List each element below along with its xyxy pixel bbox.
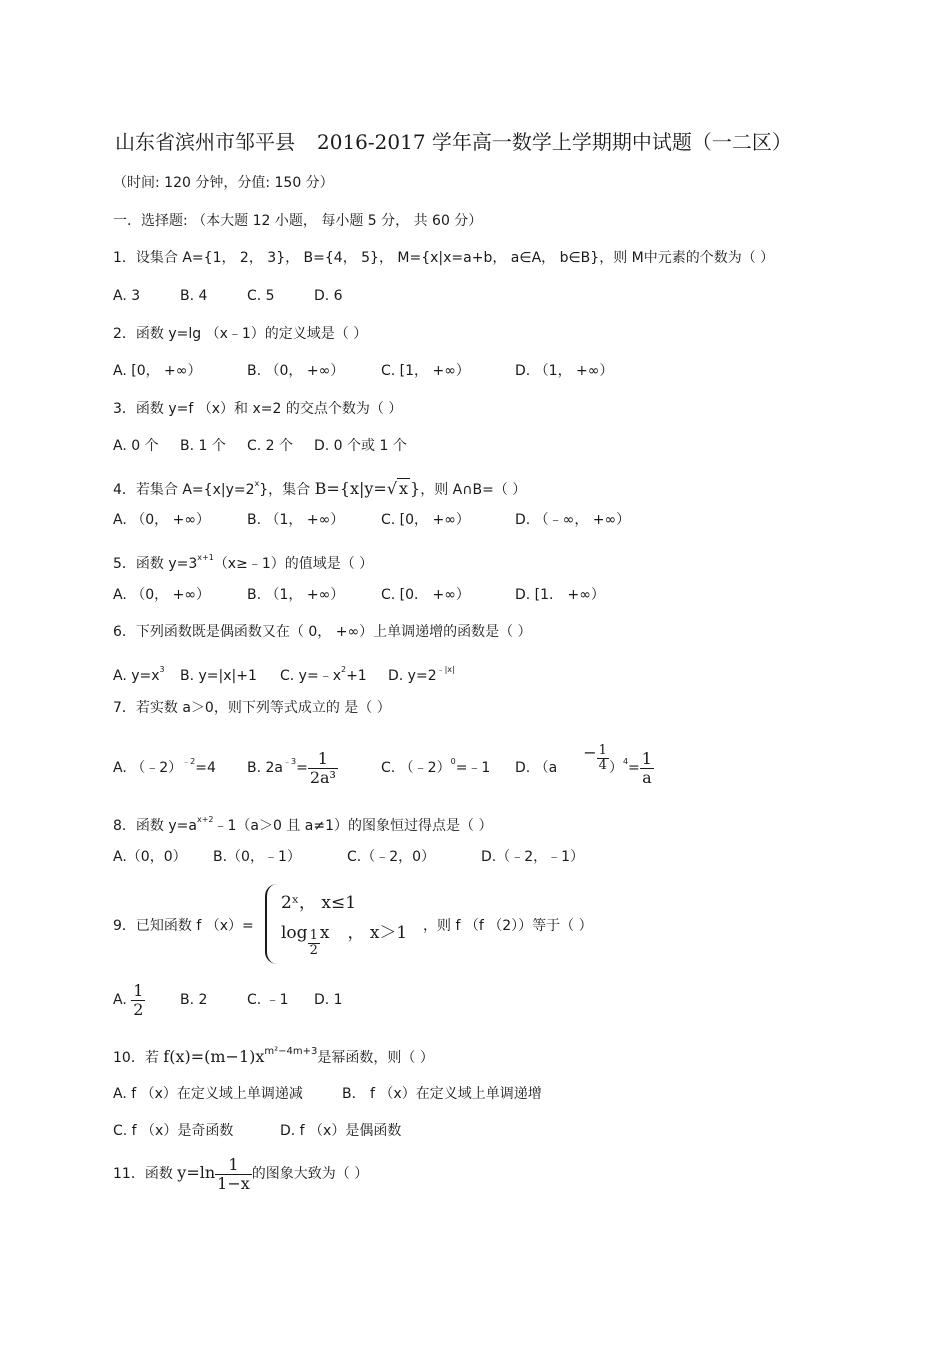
exponent: 2 bbox=[340, 665, 347, 674]
question-10-options-row-1 bbox=[113, 1084, 542, 1104]
question-4-stem-mid: }，集合 bbox=[259, 482, 311, 498]
option-a-tail: =4 bbox=[195, 760, 216, 776]
question-10-options-row-2 bbox=[113, 1121, 401, 1141]
option-d-text: D. y=2 bbox=[388, 668, 437, 684]
equals-sign: = bbox=[296, 760, 308, 776]
option-c: C. 2 个 bbox=[247, 438, 294, 454]
option-b: B. 2 bbox=[180, 992, 208, 1008]
question-8-stem-end: ﹣1（a＞0 且 a≠1）的图象恒过得点是（ ） bbox=[213, 818, 493, 834]
set-b-formula: B={x|y=√ x } bbox=[314, 479, 421, 498]
question-8-options bbox=[113, 847, 584, 867]
exponent: x+1 bbox=[197, 553, 214, 562]
question-9-stem: 9．已知函数 f （x）= bbox=[113, 918, 254, 934]
option-c: C. [1， +∞） bbox=[381, 363, 470, 379]
denominator: 4 bbox=[598, 757, 607, 773]
exponent: ﹣2 bbox=[182, 757, 196, 766]
option-b-text: B. 2a bbox=[247, 760, 283, 776]
question-6: 6．下列函数既是偶函数又在（ 0， +∞）上单调递增的函数是（ ） bbox=[113, 624, 532, 640]
page-title bbox=[115, 126, 915, 155]
question-9-options bbox=[113, 980, 343, 1020]
denominator: 2 bbox=[133, 999, 144, 1019]
question-4-options bbox=[113, 510, 630, 530]
option-a bbox=[113, 734, 247, 796]
numerator: 1 bbox=[598, 742, 607, 758]
option-c: C. [0． +∞） bbox=[381, 587, 470, 603]
option-c: C. [0， +∞） bbox=[381, 512, 470, 528]
exam-meta: （时间: 120 分钟，分值: 150 分） bbox=[113, 175, 334, 191]
option-c: C. 5 bbox=[247, 288, 275, 304]
denominator: 2 bbox=[309, 943, 318, 958]
case-2 bbox=[281, 918, 408, 958]
numerator: 1 bbox=[309, 928, 318, 943]
question-9-stem-end: ，则 f （f （2））等于（ ） bbox=[423, 918, 593, 934]
option-d: D. （1， +∞） bbox=[515, 363, 614, 379]
question-1-options bbox=[113, 286, 343, 306]
numerator: 1 bbox=[308, 750, 338, 769]
question-5 bbox=[113, 548, 373, 574]
question-2: 2．函数 y=lg （x﹣1）的定义域是（ ） bbox=[113, 326, 368, 342]
question-10-stem-end: 是幂函数，则（ ） bbox=[317, 1050, 434, 1066]
option-d-text: D. （a bbox=[515, 760, 558, 776]
exponent: x+2 bbox=[196, 815, 214, 824]
option-a bbox=[113, 980, 180, 1020]
option-a: A. （0， +∞） bbox=[113, 587, 210, 603]
numerator: 1 bbox=[215, 1156, 252, 1175]
denominator: 2a³ bbox=[309, 767, 336, 787]
question-4 bbox=[113, 474, 526, 500]
set-b-suffix: } bbox=[410, 479, 421, 498]
question-10-stem: 10．若 bbox=[113, 1050, 159, 1066]
exponent: m²−4m+3 bbox=[264, 1046, 318, 1057]
question-4-stem-end: ，则 A∩B=（ ） bbox=[420, 482, 527, 498]
option-a-text: A. （﹣2） bbox=[113, 760, 183, 776]
exponent-fraction bbox=[597, 744, 609, 773]
fraction bbox=[131, 982, 145, 1019]
log-base bbox=[308, 929, 320, 958]
question-11 bbox=[113, 1152, 368, 1194]
option-d bbox=[388, 660, 455, 686]
exponent: x bbox=[254, 479, 260, 488]
option-d: D. 6 bbox=[314, 288, 343, 304]
log-function: y=ln bbox=[177, 1163, 216, 1182]
denominator: 1−x bbox=[217, 1173, 250, 1193]
log-arg: x bbox=[319, 923, 330, 943]
option-d: D. （﹣∞， +∞） bbox=[515, 512, 631, 528]
option-c bbox=[280, 660, 388, 686]
option-c: C. ﹣1 bbox=[247, 992, 289, 1008]
option-d bbox=[515, 734, 654, 796]
option-c-text: C. y=﹣x bbox=[280, 668, 341, 684]
question-6-options bbox=[113, 660, 455, 686]
option-c: C.（﹣2，0） bbox=[347, 849, 436, 865]
exponent: 4 bbox=[622, 757, 629, 766]
option-c: C. f （x）是奇函数 bbox=[113, 1123, 234, 1139]
title-region: 山东省滨州市邹平县 bbox=[115, 130, 295, 154]
option-c-tail: =﹣1 bbox=[455, 760, 491, 776]
question-10 bbox=[113, 1042, 434, 1068]
question-7-options bbox=[113, 734, 654, 790]
numerator: 1 bbox=[133, 980, 144, 1000]
exponent: 0 bbox=[450, 757, 456, 766]
case-1: 2ˣ， x≤1 bbox=[281, 893, 357, 913]
option-d: D. [1． +∞） bbox=[515, 587, 605, 603]
question-11-stem: 11．函数 bbox=[113, 1166, 173, 1182]
log-label: log bbox=[281, 923, 308, 943]
option-b: B. 4 bbox=[180, 288, 208, 304]
question-8-stem: 8．函数 y=a bbox=[113, 818, 197, 834]
option-b: B. 1 个 bbox=[180, 438, 226, 454]
radicand: x bbox=[399, 479, 409, 498]
option-b: B. y=|x|+1 bbox=[180, 668, 257, 684]
option-c bbox=[381, 734, 515, 796]
question-5-options bbox=[113, 585, 605, 605]
option-a-label: A. bbox=[113, 992, 127, 1008]
option-a bbox=[113, 660, 180, 686]
option-a: A. [0， +∞） bbox=[113, 363, 202, 379]
fraction bbox=[640, 750, 654, 787]
option-b: B. （0， +∞） bbox=[247, 363, 345, 379]
option-a: A. 0 个 bbox=[113, 438, 159, 454]
option-a: A.（0，0） bbox=[113, 849, 187, 865]
option-a: A. （0， +∞） bbox=[113, 512, 210, 528]
question-5-stem-end: （x≥﹣1）的值域是（ ） bbox=[213, 556, 374, 572]
question-11-stem-end: 的图象大致为（ ） bbox=[251, 1166, 369, 1182]
option-b: B. （1， +∞） bbox=[247, 512, 345, 528]
power-function: f(x)=(m−1)x bbox=[163, 1047, 265, 1066]
left-brace bbox=[265, 884, 277, 964]
question-1: 1．设集合 A={1， 2， 3}， B={4， 5}， M={x|x=a+b， a∈A， b∈B}，则 M中元素的个数为（ ） bbox=[113, 250, 775, 266]
close-paren: ） bbox=[608, 760, 623, 776]
minus-sign: − bbox=[583, 743, 597, 762]
question-3-options bbox=[113, 436, 407, 456]
numerator: 1 bbox=[641, 748, 652, 768]
option-d: D. 1 bbox=[314, 992, 343, 1008]
option-b: B． f （x）在定义域上单调递增 bbox=[342, 1086, 542, 1102]
option-b bbox=[247, 734, 381, 796]
question-3: 3．函数 y=f （x）和 x=2 的交点个数为（ ） bbox=[113, 401, 403, 417]
option-d: D.（﹣2，﹣1） bbox=[481, 849, 585, 865]
option-a: A. f （x）在定义域上单调递减 bbox=[113, 1086, 303, 1102]
fraction bbox=[308, 750, 338, 787]
section-heading: 一．选择题: （本大题 12 小题， 每小题 5 分， 共 60 分） bbox=[113, 213, 483, 229]
question-4-stem: 4．若集合 A={x|y=2 bbox=[113, 482, 255, 498]
exponent: 3 bbox=[159, 665, 165, 674]
equals-sign: = bbox=[628, 760, 640, 776]
denominator: a bbox=[642, 767, 652, 787]
exponent: ﹣3 bbox=[283, 757, 297, 766]
option-c-tail: +1 bbox=[346, 668, 367, 684]
question-7: 7．若实数 a＞0，则下列等式成立的 是（ ） bbox=[113, 700, 391, 716]
option-b: B. （1， +∞） bbox=[247, 587, 345, 603]
exponent: ﹣|x| bbox=[436, 665, 455, 674]
question-8 bbox=[113, 810, 492, 836]
option-a-text: A. y=x bbox=[113, 668, 160, 684]
option-d: D. 0 个或 1 个 bbox=[314, 438, 407, 454]
question-2-options bbox=[113, 361, 613, 381]
title-subject: 2016-2017 学年高一数学上学期期中试题（一二区） bbox=[317, 130, 792, 154]
fraction bbox=[215, 1156, 252, 1193]
question-5-stem: 5．函数 y=3 bbox=[113, 556, 198, 572]
option-a: A. 3 bbox=[113, 288, 141, 304]
case-2-condition: ， x＞1 bbox=[347, 923, 408, 943]
option-c-text: C. （﹣2） bbox=[381, 760, 451, 776]
set-b-prefix: B={x|y= bbox=[314, 479, 387, 498]
piecewise-function bbox=[265, 884, 408, 964]
option-d: D. f （x）是偶函数 bbox=[280, 1123, 402, 1139]
option-b: B.（0，﹣1） bbox=[213, 849, 301, 865]
